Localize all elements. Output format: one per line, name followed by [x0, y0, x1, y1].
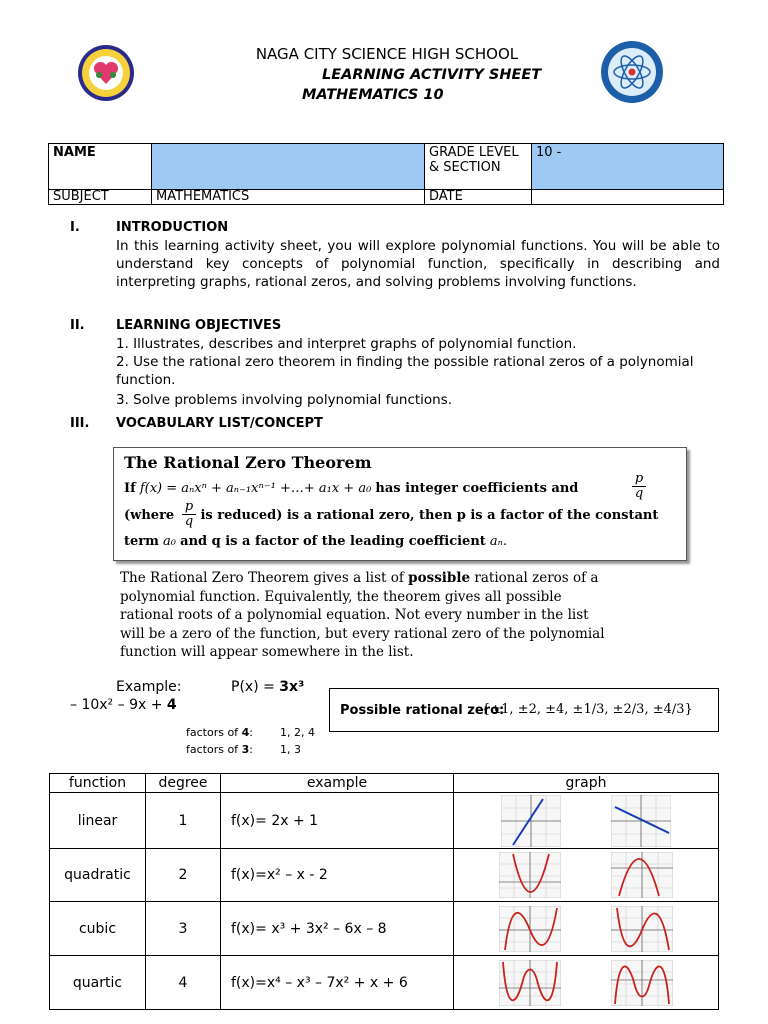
header-function: function	[50, 774, 146, 793]
division-logo	[76, 44, 136, 102]
theorem-q-1: q	[634, 486, 644, 501]
table-row	[50, 793, 719, 849]
row-function: quartic	[50, 956, 146, 1010]
subject-value: MATHEMATICS	[152, 190, 425, 205]
rational-zero-theorem-box	[113, 447, 687, 561]
example-label: Example:	[116, 679, 182, 695]
name-label: NAME	[49, 144, 152, 190]
factors-4-vals: 1, 2, 4	[280, 726, 315, 739]
theorem-an: aₙ.	[489, 534, 508, 549]
factors-3-label: factors of	[186, 743, 239, 756]
section-vocab-title: VOCABULARY LIST/CONCEPT	[116, 416, 323, 431]
theorem-q-2: q	[184, 514, 194, 529]
theorem-polynomial: f(x) = aₙxⁿ + aₙ₋₁xⁿ⁻¹ +…+ a₁x + a₀	[139, 481, 372, 496]
table-row	[50, 902, 719, 956]
graph-linear-decreasing	[611, 795, 671, 847]
school-logo	[600, 40, 664, 104]
row-example: f(x)=x⁴ – x³ – 7x² + x + 6	[221, 956, 454, 1010]
header-example: example	[221, 774, 454, 793]
theorem-line-1	[124, 481, 578, 496]
graph-cubic-falling	[611, 906, 673, 952]
school-name: NAGA CITY SCIENCE HIGH SCHOOL	[255, 45, 519, 63]
theorem-reduced: is reduced) is a rational zero, then p is a factor of the constant	[200, 508, 659, 523]
theorem-if: If	[124, 481, 136, 496]
left-logo-text	[20, 110, 21, 111]
example-lead: 3x³	[279, 679, 305, 695]
example-px: P(x) =	[231, 679, 275, 695]
subject-label: SUBJECT	[49, 190, 152, 205]
factors-of-3: factors of 3: 1, 3	[186, 743, 301, 756]
row-degree: 1	[146, 793, 221, 849]
factors-3-num: 3	[241, 743, 250, 756]
possible-zero-label: Possible rational zero:	[340, 703, 505, 718]
section-objectives-title: LEARNING OBJECTIVES	[116, 318, 282, 333]
header-graph: graph	[454, 774, 719, 793]
theorem-fraction-2	[182, 500, 196, 529]
factors-3-vals: 1, 3	[280, 743, 301, 756]
factors-4-label: factors of	[186, 726, 239, 739]
theorem-title: The Rational Zero Theorem	[124, 453, 372, 472]
graph-cubic-rising	[499, 906, 561, 952]
theorem-p-1: p	[632, 472, 646, 487]
grade-field[interactable]: 10 -	[532, 144, 724, 190]
example-polynomial-rest	[70, 697, 177, 713]
table-row	[50, 956, 719, 1010]
explanation-post: rational zeros of a polynomial function. Equivalently, the theorem gives all possible rational roots of a polynomial equation. Not every number in the list will be a zero of the function, but every rational zero of the polynomial function will appear somewhere in the list.	[120, 570, 605, 660]
objective-item-1: 1. Illustrates, describes and interpret graphs of polynomial function.	[116, 336, 577, 352]
right-logo-text	[20, 112, 21, 113]
theorem-explanation	[120, 569, 610, 662]
possible-zero-box	[329, 688, 719, 732]
theorem-term-a: term	[124, 534, 159, 549]
graph-quadratic-down	[611, 852, 673, 898]
row-degree: 4	[146, 956, 221, 1010]
row-function: linear	[50, 793, 146, 849]
table-row	[50, 849, 719, 902]
function-table-header	[50, 774, 719, 793]
graph-quartic-down	[611, 960, 673, 1006]
row-graph	[454, 849, 719, 902]
section-objectives-num: II.	[70, 318, 85, 333]
theorem-a0: a₀	[163, 534, 176, 549]
row-graph	[454, 793, 719, 849]
sheet-title: LEARNING ACTIVITY SHEET	[322, 67, 542, 83]
example-const: 4	[166, 697, 177, 713]
graph-linear-increasing	[501, 795, 561, 847]
theorem-where: (where	[124, 508, 175, 523]
objective-item-3: 3. Solve problems involving polynomial functions.	[116, 392, 453, 408]
header-degree: degree	[146, 774, 221, 793]
date-label: DATE	[425, 190, 532, 205]
row-degree: 3	[146, 902, 221, 956]
theorem-fraction-1	[632, 472, 646, 501]
row-function: cubic	[50, 902, 146, 956]
section-intro-num: I.	[70, 220, 80, 235]
example-rest: – 10x² – 9x +	[70, 697, 163, 713]
function-table	[49, 773, 719, 1010]
example-polynomial	[231, 679, 304, 695]
graph-quartic-up	[499, 960, 561, 1006]
row-function: quadratic	[50, 849, 146, 902]
theorem-term-b: and q is a factor of the leading coefficient	[180, 534, 486, 549]
explanation-pre: The Rational Zero Theorem gives a list of	[120, 570, 404, 586]
objective-item-2: 2. Use the rational zero theorem in finding the possible rational zeros of a polynomial function.	[116, 354, 694, 388]
graph-quadratic-up	[499, 852, 561, 898]
section-vocab-num: III.	[70, 416, 90, 431]
subject-title: MATHEMATICS 10	[302, 87, 444, 103]
info-table	[48, 143, 724, 205]
grade-label: GRADE LEVEL & SECTION	[425, 144, 532, 190]
theorem-line-2	[124, 508, 658, 523]
row-example: f(x)= x³ + 3x² – 6x – 8	[221, 902, 454, 956]
section-intro-title: INTRODUCTION	[116, 220, 229, 235]
row-example: f(x)=x² – x - 2	[221, 849, 454, 902]
row-example: f(x)= 2x + 1	[221, 793, 454, 849]
date-field[interactable]	[532, 190, 724, 205]
name-field[interactable]	[152, 144, 425, 190]
factors-4-num: 4	[241, 726, 250, 739]
row-degree: 2	[146, 849, 221, 902]
explanation-bold: possible	[408, 570, 471, 586]
theorem-p-2: p	[182, 500, 196, 515]
theorem-cond: has integer coefficients and	[375, 481, 579, 496]
intro-text: In this learning activity sheet, you will explore polynomial functions. You will be able to understand key concepts of polynomial function, specifically in describing and interpreting graphs, rational zeros, and solving problems involving functions.	[116, 238, 720, 290]
row-graph	[454, 956, 719, 1010]
theorem-line-3	[124, 534, 507, 549]
row-graph	[454, 902, 719, 956]
factors-of-4: factors of 4: 1, 2, 4	[186, 726, 315, 739]
possible-zero-list: {±1, ±2, ±4, ±1/3, ±2/3, ±4/3}	[482, 702, 693, 717]
